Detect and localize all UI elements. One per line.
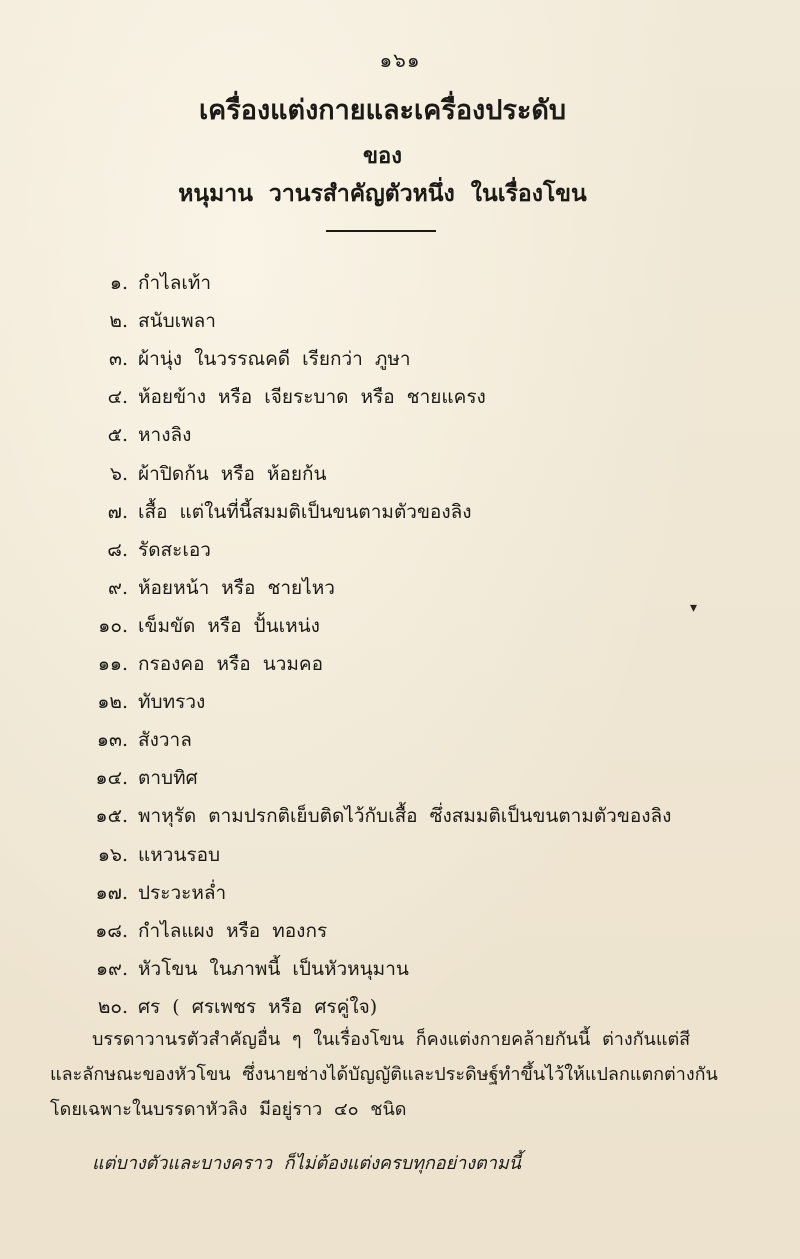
item-number: ๖.	[109, 462, 128, 485]
item-number: ๑.	[109, 272, 128, 294]
closing-note: แต่บางตัวและบางคราว ก็ไม่ต้องแต่งครบทุกอย่างตามนี้	[92, 1153, 521, 1174]
item-number: ๙.	[108, 576, 128, 599]
item-text: กำไลเท้า	[138, 272, 212, 294]
item-text: เสื้อ แต่ในที่นี้สมมติเป็นขนตามตัวของลิง	[138, 500, 472, 523]
title-divider	[326, 230, 436, 232]
item-text: ผ้านุ่ง ในวรรณคดี เรียกว่า ภูษา	[138, 348, 411, 371]
item-number: ๑๙.	[95, 957, 128, 980]
item-text: เข็มขัด หรือ ปั้นเหน่ง	[138, 614, 320, 637]
item-number: ๑๔.	[95, 767, 128, 790]
item-number: ๑๖.	[97, 843, 128, 866]
item-text: กำไลแผง หรือ ทองกร	[138, 919, 328, 942]
item-text: ประวะหล่ำ	[138, 881, 227, 904]
paragraph-line: โดยเฉพาะในบรรดาหัวลิง มีอยู่ราว ๔๐ ชนิด	[50, 1099, 407, 1120]
item-number: ๓.	[108, 348, 128, 371]
item-number: ๑๓.	[96, 729, 128, 752]
item-text: ห้อยหน้า หรือ ชายไหว	[138, 576, 335, 599]
page-title: เครื่องแต่งกายและเครื่องประดับ	[198, 95, 567, 126]
item-text: แหวนรอบ	[138, 843, 221, 866]
item-number: ๑๕.	[95, 805, 128, 828]
item-text: ทับทรวง	[138, 691, 206, 714]
item-text: ศร ( ศรเพชร หรือ ศรคู่ใจ)	[138, 995, 378, 1018]
description-paragraph	[50, 1022, 775, 1127]
item-number: ๗.	[107, 500, 128, 523]
paragraph-line: บรรดาวานรตัวสำคัญอื่น ๆ ในเรื่องโขน ก็คงแต่งกายคล้ายกันนี้ ต่างกันแต่สี	[92, 1029, 691, 1050]
item-number: ๑๒.	[97, 691, 128, 714]
item-text: หางลิง	[138, 424, 192, 447]
page-number: ๑๖๑	[379, 48, 421, 72]
subtitle: หนุมาน วานรสำคัญตัวหนึ่ง ในเรื่องโขน	[178, 180, 587, 207]
item-number: ๑๘.	[95, 919, 128, 942]
ink-speck: ▾	[690, 600, 698, 616]
item-text: ห้อยข้าง หรือ เจียระบาด หรือ ชายแครง	[138, 386, 486, 409]
item-number: ๑๗.	[95, 881, 128, 904]
item-number: ๒๐.	[97, 995, 128, 1018]
item-text: สังวาล	[138, 729, 192, 752]
item-text: กรองคอ หรือ นวมคอ	[138, 653, 324, 675]
item-text: สนับเพลา	[138, 310, 216, 333]
item-number: ๕.	[107, 424, 128, 447]
item-number: ๑๑.	[97, 653, 128, 675]
item-text: ผ้าปิดก้น หรือ ห้อยก้น	[138, 462, 327, 485]
item-text: หัวโขน ในภาพนี้ เป็นหัวหนุมาน	[138, 957, 409, 980]
item-number: ๘.	[107, 538, 128, 561]
item-number: ๑๐.	[98, 614, 128, 637]
item-text: ตาบทิศ	[138, 767, 198, 790]
item-text: พาหุรัด ตามปรกติเย็บติดไว้กับเสื้อ ซึ่งสมมติเป็นขนตามตัวของลิง	[138, 805, 672, 828]
subtitle-connector: ของ	[363, 143, 402, 169]
item-number: ๔.	[107, 386, 128, 409]
item-number: ๒.	[109, 310, 128, 333]
item-text: รัดสะเอว	[138, 538, 211, 561]
paragraph-line: และลักษณะของหัวโขน ซึ่งนายช่างได้บัญญัติและประดิษฐ์ทำขึ้นไว้ให้แปลกแตกต่างกัน	[50, 1064, 718, 1085]
